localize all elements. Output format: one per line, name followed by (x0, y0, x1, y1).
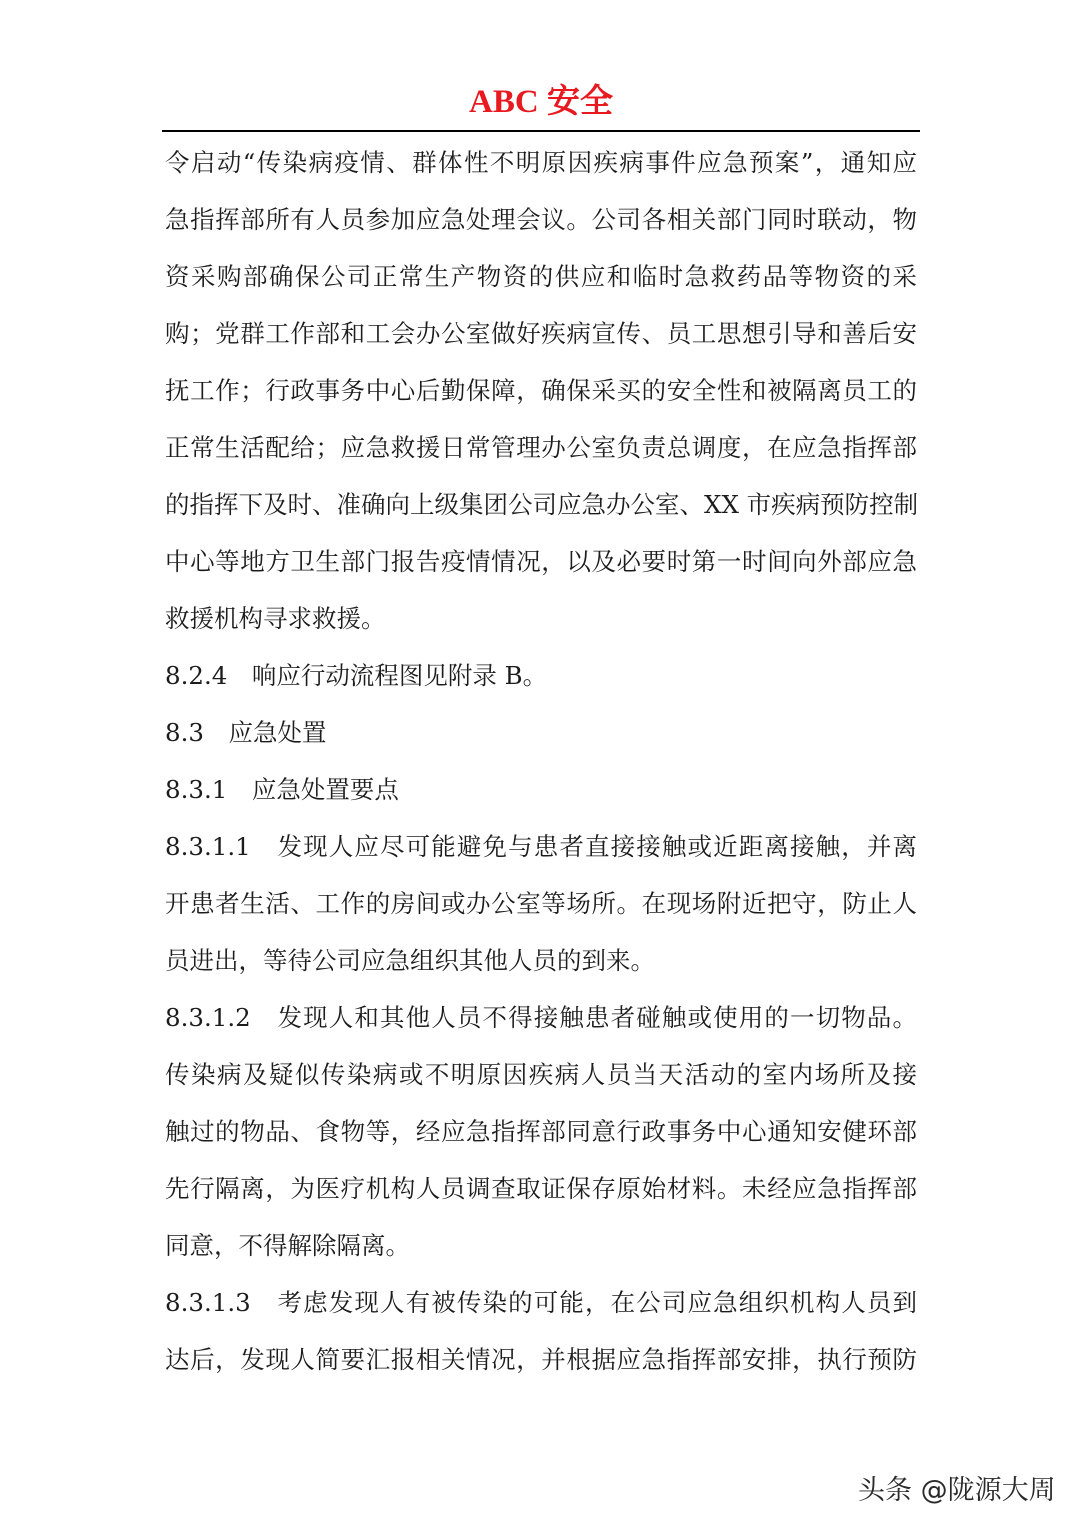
text-line: 正常生活配给；应急救援日常管理办公室负责总调度，在应急指挥部 (165, 433, 917, 462)
text-line: 急指挥部所有人员参加应急处理会议。公司各相关部门同时联动，物 (165, 205, 917, 234)
text-line: 传染病及疑似传染病或不明原因疾病人员当天活动的室内场所及接 (165, 1060, 917, 1089)
text-line: 救援机构寻求救援。 (165, 604, 386, 633)
section-heading: 8.3 应急处置 (165, 718, 327, 747)
text-line: 购；党群工作部和工会办公室做好疾病宣传、员工思想引导和善后安 (165, 319, 917, 348)
text-line: 中心等地方卫生部门报告疫情情况，以及必要时第一时间向外部应急 (165, 547, 917, 576)
text-line: 开患者生活、工作的房间或办公室等场所。在现场附近把守，防止人 (165, 889, 917, 918)
watermark-text: 头条 @陇源大周 (858, 1475, 1056, 1506)
text-line: 8.3.1.1 发现人应尽可能避免与患者直接接触或近距离接触，并离 (165, 832, 917, 861)
text-line: 员进出，等待公司应急组织其他人员的到来。 (165, 946, 655, 975)
text-line: 8.3.1.2 发现人和其他人员不得接触患者碰触或使用的一切物品。 (165, 1003, 917, 1032)
section-heading: 8.2.4 响应行动流程图见附录 B。 (165, 661, 548, 690)
section-heading: 8.3.1 应急处置要点 (165, 775, 399, 804)
header-title: ABC 安全 (469, 84, 613, 120)
document-body (165, 134, 917, 1388)
text-line: 达后，发现人简要汇报相关情况，并根据应急指挥部安排，执行预防 (165, 1345, 917, 1374)
text-line: 先行隔离，为医疗机构人员调查取证保存原始材料。未经应急指挥部 (165, 1174, 917, 1203)
text-line: 8.3.1.3 考虑发现人有被传染的可能，在公司应急组织机构人员到 (165, 1288, 917, 1317)
page-header (162, 82, 920, 132)
text-line: 的指挥下及时、准确向上级集团公司应急办公室、XX 市疾病预防控制 (165, 490, 919, 519)
text-line: 抚工作；行政事务中心后勤保障，确保采买的安全性和被隔离员工的 (165, 376, 917, 405)
text-line: 同意，不得解除隔离。 (165, 1231, 410, 1260)
text-line: 资采购部确保公司正常生产物资的供应和临时急救药品等物资的采 (165, 262, 917, 291)
text-line: 令启动“传染病疫情、群体性不明原因疾病事件应急预案”，通知应 (165, 148, 917, 177)
text-line: 触过的物品、食物等，经应急指挥部同意行政事务中心通知安健环部 (165, 1117, 917, 1146)
